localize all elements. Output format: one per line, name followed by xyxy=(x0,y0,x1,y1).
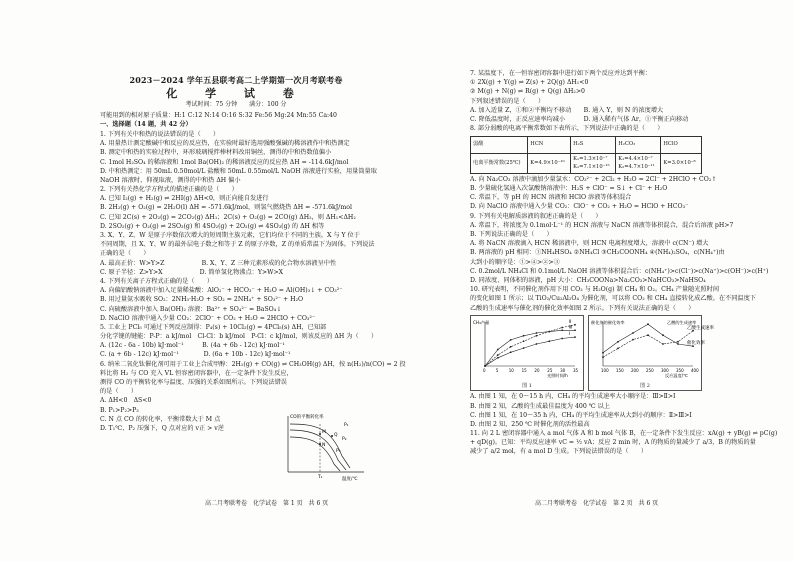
question-line: C. 降低温度时，正反应速率均减小 D. 通入稀有气体 Ar，①平衡正向移动 xyxy=(470,115,689,123)
series-line-2 xyxy=(485,325,575,366)
x-tick-label: 350 xyxy=(676,368,684,374)
question-line: A. 加入适量 Z，①和②平衡均不移动 B. 通入 Y，则 N 的浓度增大 xyxy=(470,106,664,114)
question-line: D. 向 NaClO 溶液中通入少量 CO₂：ClO⁻ + CO₂ + H₂O = HClO + HCO₃⁻ xyxy=(470,203,689,211)
question-line: 3. X、Y、Z、W 是原子序数依次增大的短周期主族元素，它们均位于不同的主族。X 与 Y 位于 xyxy=(100,232,360,240)
question-list xyxy=(100,130,406,434)
x-tick-label: 20 xyxy=(534,368,540,374)
question-line: B. 少量硫化氢通入次氯酸钠溶液中：H₂S + ClO⁻ = S↓ + Cl⁻ + H₂O xyxy=(470,185,668,193)
data-point xyxy=(484,365,486,367)
data-point xyxy=(574,329,576,331)
question-line: NaOH 溶液时，仰视取液，测得的中和热 ΔH 偏小 xyxy=(100,176,241,184)
question-line: 9. 下列有关电解质溶液的叙述正确的是（ ） xyxy=(470,212,602,220)
chart-2-caption: 图 2 xyxy=(640,382,650,389)
table-header-cell: 弱酸 xyxy=(471,136,528,153)
data-point xyxy=(617,348,619,350)
series-line-1 xyxy=(485,337,575,366)
question-line: 11. 向 2 L 密闭容器中通入 a mol 气体 A 和 b mol 气体 B，在一定条件下发生反应：xA(g) + yB(g) ⇌ pC(g) xyxy=(470,430,778,438)
x-tick-label: 400 xyxy=(691,368,699,374)
data-point xyxy=(677,343,679,345)
series-line-1 xyxy=(603,324,693,353)
exam-info: 考试时间：75 分钟 满分：100 分 xyxy=(185,101,287,109)
exam-title: 2023－2024 学年五县联考高二上学期第一次月考联考卷 xyxy=(129,75,343,85)
question-line: A. (12c - 6a - 10b) kJ·mol⁻¹ B. (4a + 6b - 12c) kJ·mol⁻¹ xyxy=(100,342,285,350)
section-heading: 一、选择题（14 题，共 42 分） xyxy=(100,121,192,129)
x-tick-label: 25 xyxy=(547,368,553,374)
page-2-footer: 高二月考联考卷 化学试卷 第 2 页 共 6 页 xyxy=(535,500,659,507)
series-line-3 xyxy=(485,330,575,366)
y-axis-label: 催化剂的催化效率 xyxy=(591,320,625,326)
question-line: D. NaClO 溶液中通入少量 CO₂：2ClO⁻ + CO₂ + H₂O = 2HClO + CO₃²⁻ xyxy=(100,314,316,322)
question-line: D. 由图 2 知，250 ℃ 时催化剂的活性最高 xyxy=(470,420,590,428)
data-point xyxy=(677,341,679,343)
series-label: Ⅲ xyxy=(569,325,573,331)
question-line: C. 常温下，等 pH 的 HCN 溶液和 HClO 溶液等体积混合 xyxy=(470,194,632,202)
question-line: D. 中和热测定：用 50mL 0.50mol/L 盐酸和 50mL 0.55mol/L NaOH 溶液进行实验，用量筒量取 xyxy=(100,167,377,175)
question-line: B. 2H₂(g) + O₂(g) = 2H₂O(l) ΔH = -571.6kJ/mol，则氢气燃烧热 ΔH = -571.6kJ/mol xyxy=(100,204,352,212)
question-line: A. 向 Na₂CO₃ 溶液中滴加少量氯水：CO₃²⁻ + 2Cl₂ + H₂O = 2Cl⁻ + 2HClO + CO₂↑ xyxy=(470,175,717,183)
x-tick-label: 200 xyxy=(631,368,639,374)
question-line: B. 测定中和热的实验过程中，环形玻璃搅拌棒材料改用铜丝，测得的中和热数值偏小 xyxy=(100,149,332,157)
data-point xyxy=(647,323,649,325)
series-label: Ⅰ xyxy=(569,332,571,338)
question-line: B. 下列说法正确的是（ ） xyxy=(470,231,553,239)
table-header-cell: H₂S xyxy=(571,136,616,153)
question-list-3 xyxy=(470,393,778,457)
data-point xyxy=(561,327,563,329)
x-tick-label: 150 xyxy=(616,368,624,374)
q6-figure xyxy=(276,410,368,482)
table-cell: K₁=4.4×10⁻⁷ K₂=4.7×10⁻¹¹ xyxy=(616,153,661,173)
chart-figure-1 xyxy=(470,315,584,391)
data-point xyxy=(561,338,563,340)
data-point xyxy=(523,335,525,337)
question-line: C. 0.2mol/L NH₄Cl 和 0.1mol/L NaOH 溶液等体积混合后：c(NH₄⁺)>c(Cl⁻)>c(Na⁺)>c(OH⁻)>c(H⁺) xyxy=(470,267,769,275)
question-line: ① 2X(g) + Y(g) ⇌ Z(s) + 2Q(g) ΔH₁<0 xyxy=(470,79,589,87)
question-line: C. N 点 CO 的转化率，平衡常数大于 M 点 xyxy=(100,415,221,423)
data-point xyxy=(536,343,538,345)
question-line: A. 向偏铝酸钠溶液中加入足量稀盐酸：AlO₂⁻ + HCO₃⁻ + H₂O = Al(OH)₃↓ + CO₃²⁻ xyxy=(100,287,343,295)
question-line: C. 1mol H₂SO₄ 的稀溶液和 1mol Ba(OH)₂ 的稀溶液反应的反应热 ΔH = -114.6kJ/mol xyxy=(100,158,349,166)
question-line: D. T₁℃、P₂ 压强下，Q 点对应的 v正 > v逆 xyxy=(100,424,224,432)
data-point xyxy=(510,351,512,353)
question-line: C. 由图 1 知，在 10～35 h 内，CH₄ 的平均生成速率从大到小的顺序：Ⅱ>Ⅲ>Ⅰ xyxy=(470,411,692,419)
x-tick-label: 35 xyxy=(573,368,579,374)
x-axis-label: 光照时间/h xyxy=(547,373,568,379)
data-point xyxy=(497,357,499,359)
x-tick-label: 100 xyxy=(601,368,609,374)
x-tick-label: 300 xyxy=(661,368,669,374)
data-point xyxy=(632,332,634,334)
data-point xyxy=(617,341,619,343)
question-line: 6. 纳米二氧化钛催化剂可用于工业上合成甲醇：2H₂(g) + CO(g) ⇌ CH₃OH(g) ΔH，按 n(H₂)/n(CO) = 2 投 xyxy=(100,360,406,368)
question-line: 减少了 a/2 mol，有 a mol D 生成。下列说法错误的是（ ） xyxy=(470,448,648,456)
question-line: 2. 下列有关热化学方程式的描述正确的是（ ） xyxy=(100,186,238,194)
data-point xyxy=(497,349,499,351)
chart-1-svg xyxy=(471,316,583,378)
question-line: B. 两溶液的 pH 相同：①NH₄HSO₄ ②NH₄Cl ③CH₃COONH₄ ④(NH₄)₂SO₄，c(NH₄⁺)由 xyxy=(470,249,725,257)
question-line: 5. 工业上 PCl₅ 可通过下列反应制得：P₄(s) + 10Cl₂(g) = 4PCl₅(s) ΔH，已知部 xyxy=(100,323,327,331)
question-line: A. 将 NaCN 溶液滴入 HCN 稀溶液中，则 HCN 电离程度增大，溶液中 c(CN⁻) 增大 xyxy=(470,240,709,248)
question-line: 7. 某温度下，在一恒容密闭容器中进行如下两个反应并达到平衡： xyxy=(470,70,652,77)
y-axis-label: CO的平衡转化率 xyxy=(290,415,324,420)
atomic-masses: 可能用到的相对原子质量：H:1 C:12 N:14 O:16 S:32 Fe:56 Mg:24 Mn:55 Ca:40 xyxy=(100,111,337,119)
data-point xyxy=(548,340,550,342)
question-line: B. 由图 2 知，乙酸的生成最佳温度为 400 ℃ 以上 xyxy=(470,402,610,410)
data-point xyxy=(510,346,512,348)
question-line: C. 向硫酸溶液中加入 Ba(OH)₂ 溶液：Ba²⁺ + SO₄²⁻ = BaSO₄↓ xyxy=(100,305,282,313)
data-point xyxy=(523,347,525,349)
x-tick-label: 0 xyxy=(483,368,486,374)
data-point xyxy=(647,334,649,336)
question-line: A. 由图 1 知，在 0～15 h 内，CH₄ 的平均生成速率大小顺序是：Ⅲ>Ⅱ>Ⅰ xyxy=(470,393,676,401)
chart-2-svg xyxy=(589,316,714,379)
table-cell: K=4.9×10⁻¹⁰ xyxy=(528,153,571,173)
question-line: D. 2SO₂(g) + O₂(g) ⇌ 2SO₃(g) 和 4SO₂(g) + 2O₂(g) ⇌ 4SO₃(g) 的 ΔH 相等 xyxy=(100,222,325,230)
table-header-cell: HClO xyxy=(661,136,702,153)
question-line: A. 最高正价：W>Y>Z B. X、Y、Z 三种元素形成的化合物水溶液呈中性 xyxy=(100,259,337,267)
question-line: B. 用过量氨水吸收 SO₂：2NH₃·H₂O + SO₂ = 2NH₄⁺ + SO₃²⁻ + H₂O xyxy=(100,296,304,304)
x-tick-label: 250 xyxy=(646,368,654,374)
data-point xyxy=(510,339,512,341)
question-line: 正确的是（ ） xyxy=(100,250,150,258)
point-label-m: M xyxy=(322,430,326,435)
page-1 xyxy=(100,70,406,515)
question-list-2 xyxy=(470,175,769,313)
question-line: 不同周期，且 X、Y、W 的最外层电子数之和等于 Z 的原子序数，Z 的单质常温下为固体。下列说法 xyxy=(100,241,375,249)
question-line: D. 同浓度、同体积的溶液，pH 大小：CH₃COONa>Na₂CO₃>NaHCO₃>NaHSO₄ xyxy=(470,276,706,284)
table-cell: K₁=1.3×10⁻⁷ K₂=7.1×10⁻¹⁵ xyxy=(571,153,616,173)
x-tick-t1: T₁ xyxy=(318,475,323,480)
x-tick-label: 10 xyxy=(508,368,514,374)
question-line: C. 已知 2C(s) + 2O₂(g) = 2CO₂(g) ΔH₁；2C(s) + O₂(g) = 2CO(g) ΔH₂，则 ΔH₁<ΔH₂ xyxy=(100,213,356,221)
subject-title: 化 学 试 卷 xyxy=(166,86,306,100)
question-line: 下列叙述错误的是（ ） xyxy=(470,97,545,105)
data-point xyxy=(523,340,525,342)
x-tick-label: 15 xyxy=(521,368,527,374)
question-line: 4. 下列有关离子方程式正确的是（ ） xyxy=(100,277,214,285)
question-line: 的变化如图 1 所示；以 TiO₂/Cu₂Al₂O₄ 为催化剂，可以将 CO₂ 和 CH₄ 直接转化成乙酸。在不同温度下 xyxy=(470,295,756,303)
y-axis-label: CH₄产量 xyxy=(473,320,490,326)
question-line: ② M(g) + N(g) ⇌ R(g) + Q(g) ΔH₂>0 xyxy=(470,88,585,96)
x-axis-label: 反应温度/℃ xyxy=(665,373,688,379)
data-point xyxy=(602,352,604,354)
series-label-p2: P₂ xyxy=(342,437,347,442)
acid-constants-table xyxy=(470,136,702,174)
table-header-cell: HCN xyxy=(528,136,571,153)
right-y-axis-label: 乙酸的生成速率 xyxy=(667,320,697,326)
series-label-p3: P₃ xyxy=(336,449,341,454)
data-point xyxy=(662,334,664,336)
data-point xyxy=(561,329,563,331)
series-label-p1: P₁ xyxy=(344,423,349,428)
data-point xyxy=(602,356,604,358)
data-point xyxy=(574,336,576,338)
question-line: 10. 研究表明，不同催化剂作用下用 CO₂ 与 H₂O(g) 制 CH₄ 和 O₂。CH₄ 产量随光照时间 xyxy=(470,286,720,294)
question-line: 料比将 H₂ 与 CO 充入 VL 恒容密闭容器中，在一定条件下发生反应， xyxy=(100,369,293,377)
point-label-n: N xyxy=(322,443,326,448)
data-point xyxy=(662,343,664,345)
question-line: C. (a + 6b - 12c) kJ·mol⁻¹ D. (6a + 10b - 12c) kJ·mol⁻¹ xyxy=(100,351,291,359)
page-2 xyxy=(470,70,778,515)
data-point xyxy=(536,332,538,334)
question-line: B. P₁>P₂>P₃ xyxy=(100,406,139,414)
question-line: A. ΔH<0 ΔS<0 xyxy=(100,397,152,405)
x-axis-label: 温度/℃ xyxy=(342,477,358,482)
data-point xyxy=(536,335,538,337)
data-point xyxy=(574,324,576,326)
point-label-q: Q xyxy=(334,433,338,438)
chart-figure-2 xyxy=(588,315,714,391)
table-row-label: 电离平衡常数(25℃) xyxy=(471,153,528,173)
series-label: 乙酸生成速率 xyxy=(687,325,714,331)
x-tick-label: 30 xyxy=(560,368,566,374)
question-line: C. 原子半径：Z>Y>X D. 简单氢化物沸点：Y>W>X xyxy=(100,268,284,276)
question-list xyxy=(470,70,702,134)
table-header-cell: H₂CO₃ xyxy=(616,136,661,153)
table-cell: K=3.0×10⁻⁸ xyxy=(661,153,702,173)
data-point xyxy=(632,339,634,341)
question-line: A. 常温下，将浓度为 0.1mol·L⁻¹ 的 HCN 溶液与 NaCN 溶液等体积混合，混合后溶液 pH>7 xyxy=(470,221,734,229)
figures-row xyxy=(470,315,714,391)
series-label: Ⅱ xyxy=(569,319,572,325)
data-point xyxy=(548,331,550,333)
question-line: 乙酸的生成速率与催化剂的催化效率如图 2 所示。下列有关说法正确的是（ ） xyxy=(470,304,695,312)
question-line: 分化学键的键能：P-P：a kJ/mol Cl-Cl：b kJ/mol P-Cl：c kJ/mol，则该反应的 ΔH 为（ ） xyxy=(100,333,378,341)
question-line: 大到小的顺序是：①>④>②>③ xyxy=(470,258,560,266)
question-line: 8. 部分弱酸的电离平衡常数如下表所示，下列说法中正确的是（ ） xyxy=(470,125,664,133)
series-label: 催化效率 xyxy=(687,341,705,347)
question-line: A. 用量热计测定酸碱中和反应的反应热，在实验时最好选用强酸强碱的稀溶液作中和热测定 xyxy=(100,140,350,148)
question-line: 测得 CO 的平衡转化率与温度、压强的关系如图所示。下列说法错误 xyxy=(100,379,287,387)
chart-1-caption: 图 1 xyxy=(522,382,532,389)
x-tick-label: 5 xyxy=(495,368,499,374)
question-line: 1. 下列有关中和热的说法错误的是（ ） xyxy=(100,130,220,138)
question-line: 的是（ ） xyxy=(100,388,138,396)
data-point xyxy=(497,354,499,356)
question-line: + qD(g)。已知：平均反应速率 vC = ½ vA；反应 2 min 时，A 的物质的量减少了 a/3，B 的物质的量 xyxy=(470,439,756,447)
question-line: A. 已知 I₂(g) + H₂(g) ⇌ 2HI(g) ΔH<0，则正向能自发进行 xyxy=(100,195,269,203)
page-1-footer: 高二月考联考卷 化学试卷 第 1 页 共 6 页 xyxy=(205,500,329,507)
